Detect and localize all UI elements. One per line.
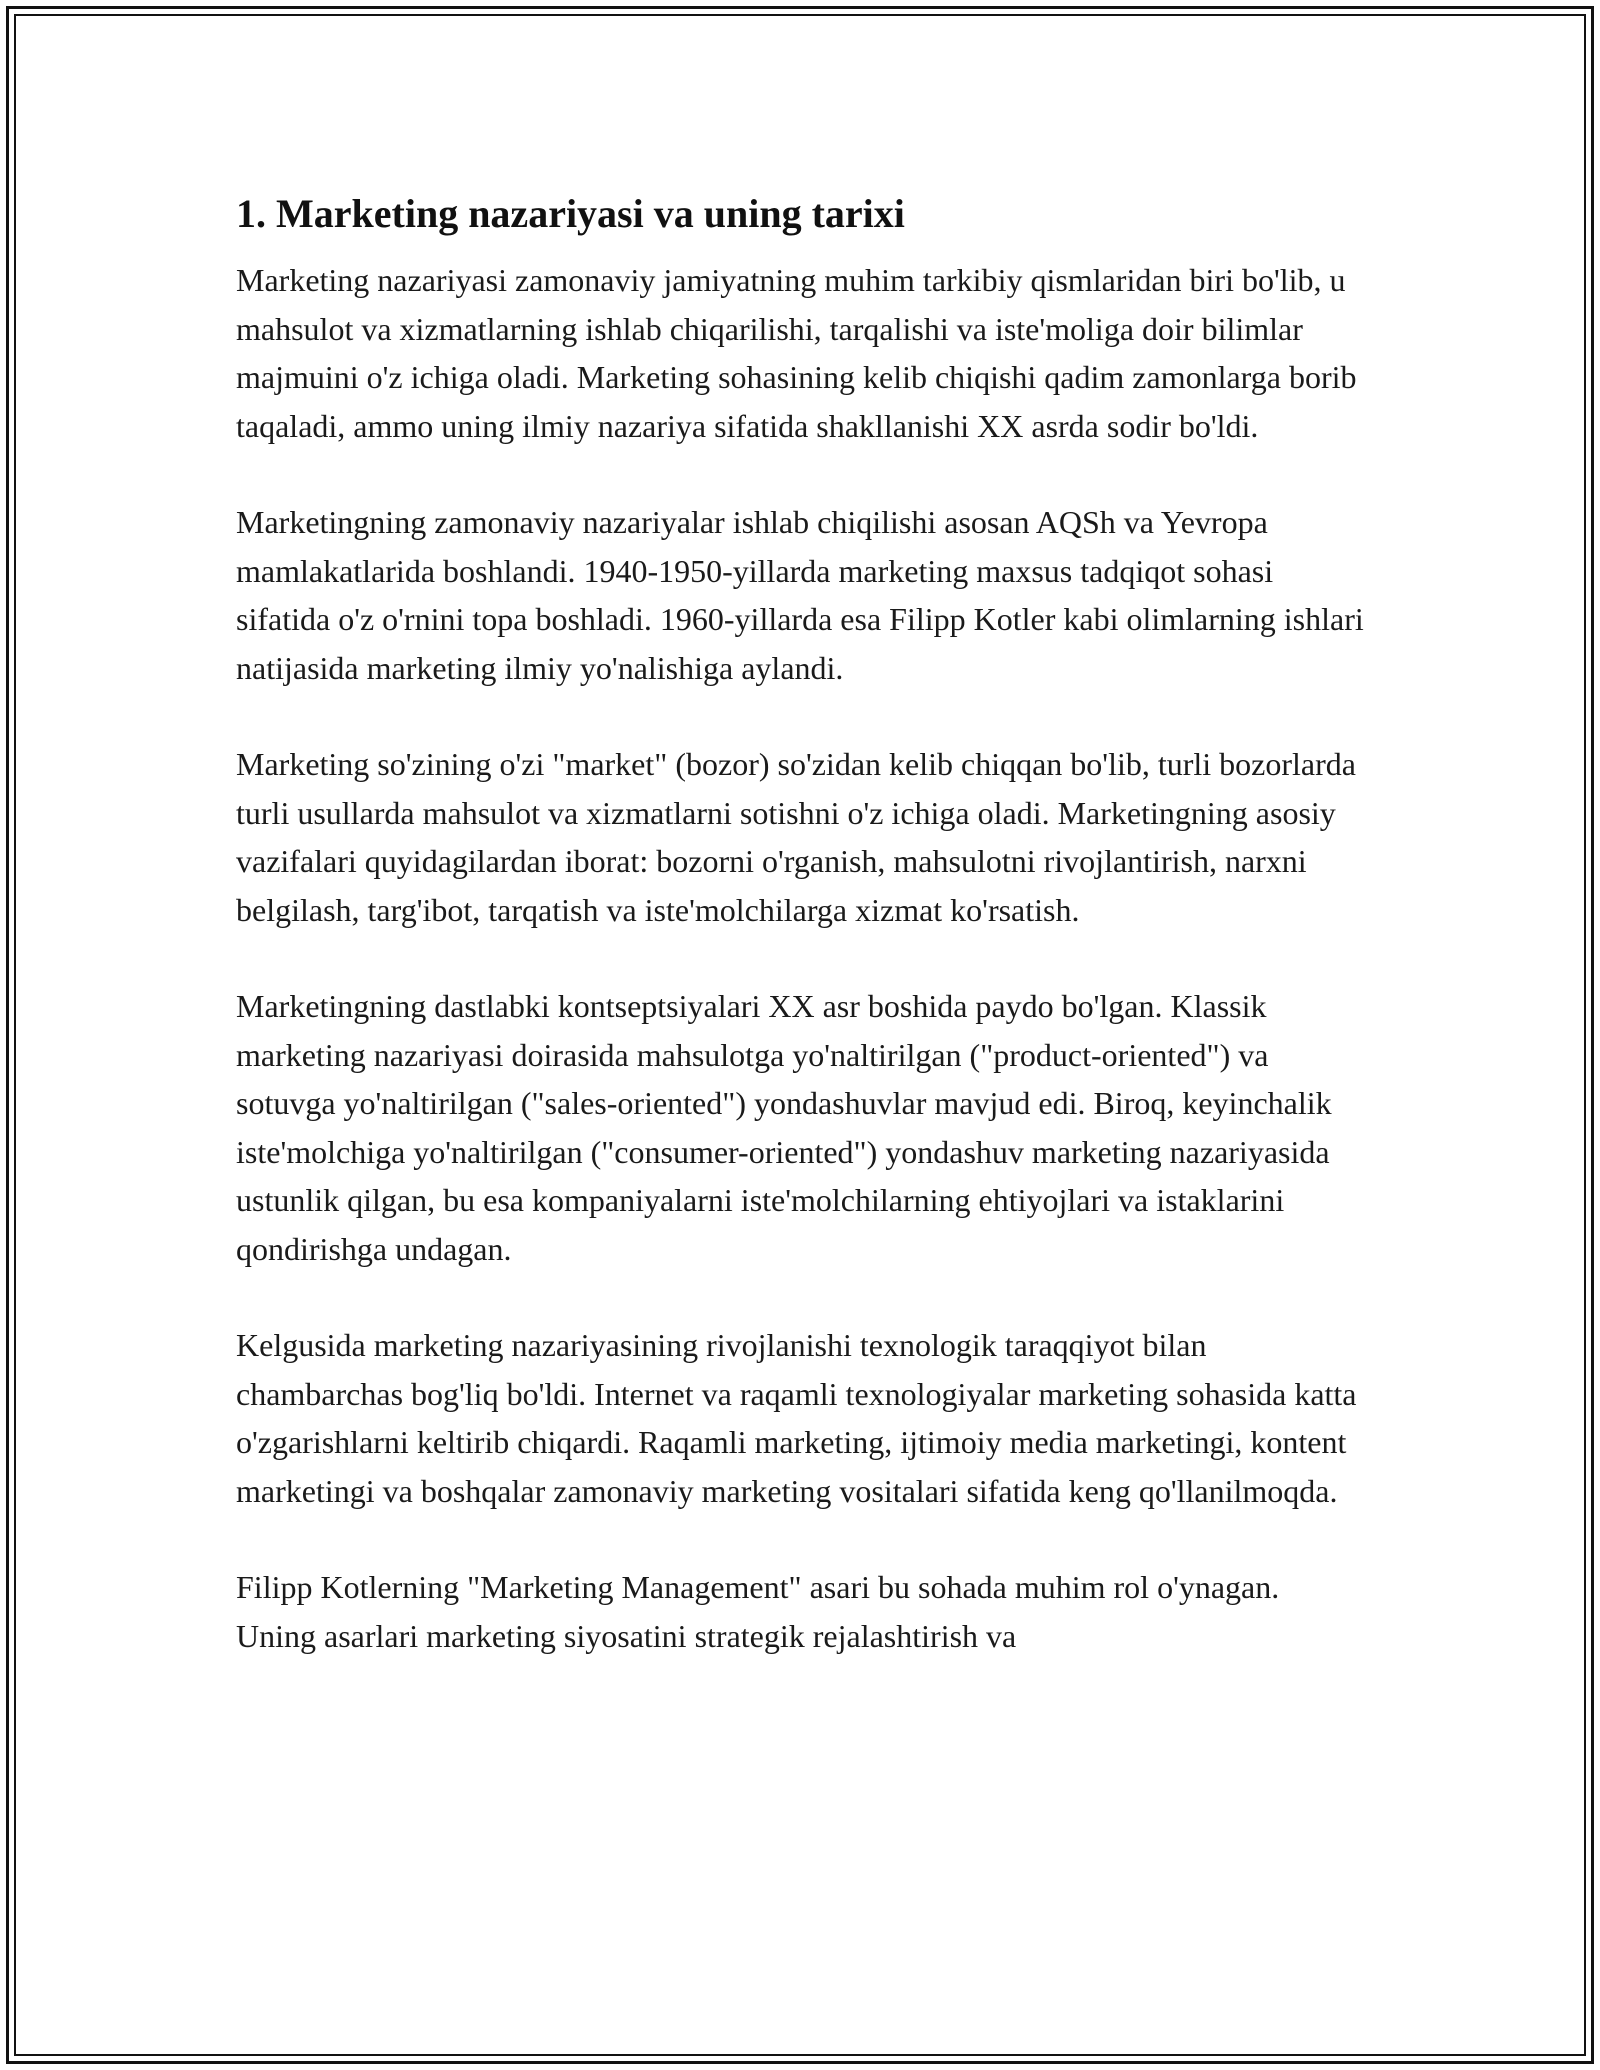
section-heading: 1. Marketing nazariyasi va uning tarixi: [236, 191, 905, 236]
paragraph-1: Marketing nazariyasi zamonaviy jamiyatning muhim tarkibiy qismlaridan biri bo'lib, u mahsulot va xizmatlarning ishlab chiqarilishi, tarqalishi va iste'moliga doir bilimlar majmuini o'z ichiga oladi. Marketing sohasining kelib chiqishi qadim zamonlarga borib taqaladi, ammo uning ilmiy nazariya sifatida shakllanishi XX asrda sodir bo'ldi.: [236, 262, 1357, 444]
paragraph-3: Marketing so'zining o'zi "market" (bozor) so'zidan kelib chiqqan bo'lib, turli bozorlarda turli usullarda mahsulot va xizmatlarni sotishni o'z ichiga oladi. Marketingning asosiy vazifalari quyidagilardan iborat: bozorni o'rganish, mahsulotni rivojlantirish, narxni belgilash, targ'ibot, tarqatish va iste'molchilarga xizmat ko'rsatish.: [236, 746, 1356, 928]
paragraph-4: Marketingning dastlabki kontseptsiyalari XX asr boshida paydo bo'lgan. Klassik marketing nazariyasi doirasida mahsulotga yo'naltirilgan ("product-oriented") va sotuvga yo'naltirilgan ("sales-oriented") yondashuvlar mavjud edi. Biroq, keyinchalik iste'molchiga yo'naltirilgan ("consumer-oriented") yondashuv marketing nazariyasida ustunlik qilgan, bu esa kompaniyalarni iste'molchilarning ehtiyojlari va istaklarini qondirishga undagan.: [236, 988, 1332, 1267]
document-body: [236, 182, 1366, 1708]
paragraph-list: [236, 256, 1366, 1660]
paragraph-2: Marketingning zamonaviy nazariyalar ishlab chiqilishi asosan AQSh va Yevropa mamlakatlarida boshlandi. 1940-1950-yillarda marketing maxsus tadqiqot sohasi sifatida o'z o'rnini topa boshladi. 1960-yillarda esa Filipp Kotler kabi olimlarning ishlari natijasida marketing ilmiy yo'nalishiga aylandi.: [236, 504, 1364, 686]
paragraph-5: Kelgusida marketing nazariyasining rivojlanishi texnologik taraqqiyot bilan chambarchas bog'liq bo'ldi. Internet va raqamli texnologiyalar marketing sohasida katta o'zgarishlarni keltirib chiqardi. Raqamli marketing, ijtimoiy media marketingi, kontent marketingi va boshqalar zamonaviy marketing vositalari sifatida keng qo'llanilmoqda.: [236, 1327, 1357, 1509]
paragraph-6: Filipp Kotlerning "Marketing Management" asari bu sohada muhim rol o'ynagan. Uning asarlari marketing siyosatini strategik rejalashtirish va: [236, 1569, 1280, 1654]
